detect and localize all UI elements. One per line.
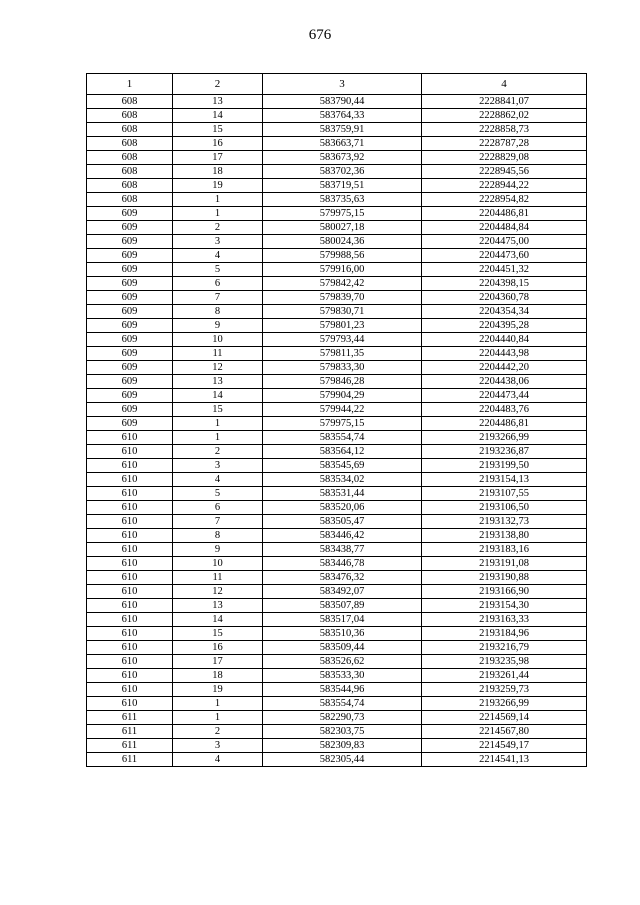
y-coordinate-cell: 2193235,98 bbox=[422, 655, 587, 669]
object-number-cell: 609 bbox=[87, 291, 173, 305]
object-number-cell: 610 bbox=[87, 641, 173, 655]
y-coordinate-cell: 2228944,22 bbox=[422, 179, 587, 193]
x-coordinate-cell: 582290,73 bbox=[263, 711, 422, 725]
y-coordinate-cell: 2204473,60 bbox=[422, 249, 587, 263]
object-number-cell: 610 bbox=[87, 501, 173, 515]
x-coordinate-cell: 583531,44 bbox=[263, 487, 422, 501]
y-coordinate-cell: 2204354,34 bbox=[422, 305, 587, 319]
object-number-cell: 609 bbox=[87, 361, 173, 375]
coordinates-table bbox=[86, 73, 587, 767]
object-number-cell: 611 bbox=[87, 739, 173, 753]
point-number-cell: 17 bbox=[173, 655, 263, 669]
table-row bbox=[87, 445, 587, 459]
object-number-cell: 609 bbox=[87, 277, 173, 291]
object-number-cell: 610 bbox=[87, 529, 173, 543]
x-coordinate-cell: 583663,71 bbox=[263, 137, 422, 151]
y-coordinate-cell: 2204395,28 bbox=[422, 319, 587, 333]
y-coordinate-cell: 2193132,73 bbox=[422, 515, 587, 529]
point-number-cell: 5 bbox=[173, 487, 263, 501]
x-coordinate-cell: 582309,83 bbox=[263, 739, 422, 753]
x-coordinate-cell: 583446,42 bbox=[263, 529, 422, 543]
object-number-cell: 609 bbox=[87, 235, 173, 249]
x-coordinate-cell: 583702,36 bbox=[263, 165, 422, 179]
y-coordinate-cell: 2193166,90 bbox=[422, 585, 587, 599]
y-coordinate-cell: 2214569,14 bbox=[422, 711, 587, 725]
y-coordinate-cell: 2193138,80 bbox=[422, 529, 587, 543]
x-coordinate-cell: 583554,74 bbox=[263, 697, 422, 711]
point-number-cell: 6 bbox=[173, 277, 263, 291]
table-row bbox=[87, 739, 587, 753]
object-number-cell: 610 bbox=[87, 627, 173, 641]
x-coordinate-cell: 579988,56 bbox=[263, 249, 422, 263]
x-coordinate-cell: 583510,36 bbox=[263, 627, 422, 641]
x-coordinate-cell: 582305,44 bbox=[263, 753, 422, 767]
point-number-cell: 4 bbox=[173, 473, 263, 487]
object-number-cell: 608 bbox=[87, 193, 173, 207]
x-coordinate-cell: 583719,51 bbox=[263, 179, 422, 193]
point-number-cell: 15 bbox=[173, 627, 263, 641]
table-row bbox=[87, 375, 587, 389]
table-row bbox=[87, 459, 587, 473]
table-row bbox=[87, 613, 587, 627]
point-number-cell: 6 bbox=[173, 501, 263, 515]
table-row bbox=[87, 207, 587, 221]
point-number-cell: 4 bbox=[173, 753, 263, 767]
table-row bbox=[87, 515, 587, 529]
table-row bbox=[87, 627, 587, 641]
column-header-4: 4 bbox=[422, 74, 587, 95]
object-number-cell: 608 bbox=[87, 95, 173, 109]
table-row bbox=[87, 319, 587, 333]
y-coordinate-cell: 2228945,56 bbox=[422, 165, 587, 179]
point-number-cell: 10 bbox=[173, 333, 263, 347]
y-coordinate-cell: 2193107,55 bbox=[422, 487, 587, 501]
x-coordinate-cell: 583534,02 bbox=[263, 473, 422, 487]
point-number-cell: 3 bbox=[173, 459, 263, 473]
x-coordinate-cell: 583520,06 bbox=[263, 501, 422, 515]
point-number-cell: 13 bbox=[173, 599, 263, 613]
point-number-cell: 4 bbox=[173, 249, 263, 263]
y-coordinate-cell: 2228862,02 bbox=[422, 109, 587, 123]
object-number-cell: 610 bbox=[87, 585, 173, 599]
object-number-cell: 608 bbox=[87, 151, 173, 165]
x-coordinate-cell: 579842,42 bbox=[263, 277, 422, 291]
point-number-cell: 2 bbox=[173, 725, 263, 739]
y-coordinate-cell: 2204360,78 bbox=[422, 291, 587, 305]
x-coordinate-cell: 583492,07 bbox=[263, 585, 422, 599]
object-number-cell: 609 bbox=[87, 305, 173, 319]
y-coordinate-cell: 2193266,99 bbox=[422, 431, 587, 445]
x-coordinate-cell: 583673,92 bbox=[263, 151, 422, 165]
object-number-cell: 610 bbox=[87, 543, 173, 557]
y-coordinate-cell: 2204473,44 bbox=[422, 389, 587, 403]
point-number-cell: 1 bbox=[173, 711, 263, 725]
x-coordinate-cell: 583517,04 bbox=[263, 613, 422, 627]
x-coordinate-cell: 582303,75 bbox=[263, 725, 422, 739]
point-number-cell: 12 bbox=[173, 585, 263, 599]
y-coordinate-cell: 2204442,20 bbox=[422, 361, 587, 375]
point-number-cell: 9 bbox=[173, 319, 263, 333]
point-number-cell: 3 bbox=[173, 235, 263, 249]
y-coordinate-cell: 2204484,84 bbox=[422, 221, 587, 235]
x-coordinate-cell: 579811,35 bbox=[263, 347, 422, 361]
point-number-cell: 3 bbox=[173, 739, 263, 753]
y-coordinate-cell: 2204451,32 bbox=[422, 263, 587, 277]
x-coordinate-cell: 579975,15 bbox=[263, 207, 422, 221]
object-number-cell: 609 bbox=[87, 263, 173, 277]
point-number-cell: 13 bbox=[173, 375, 263, 389]
y-coordinate-cell: 2193154,30 bbox=[422, 599, 587, 613]
y-coordinate-cell: 2214541,13 bbox=[422, 753, 587, 767]
point-number-cell: 16 bbox=[173, 137, 263, 151]
object-number-cell: 610 bbox=[87, 445, 173, 459]
y-coordinate-cell: 2228841,07 bbox=[422, 95, 587, 109]
table-row bbox=[87, 249, 587, 263]
object-number-cell: 608 bbox=[87, 109, 173, 123]
table-row bbox=[87, 165, 587, 179]
y-coordinate-cell: 2204483,76 bbox=[422, 403, 587, 417]
table-row bbox=[87, 151, 587, 165]
table-row bbox=[87, 333, 587, 347]
x-coordinate-cell: 583533,30 bbox=[263, 669, 422, 683]
object-number-cell: 610 bbox=[87, 487, 173, 501]
x-coordinate-cell: 580027,18 bbox=[263, 221, 422, 235]
point-number-cell: 7 bbox=[173, 515, 263, 529]
object-number-cell: 611 bbox=[87, 753, 173, 767]
y-coordinate-cell: 2193184,96 bbox=[422, 627, 587, 641]
y-coordinate-cell: 2193259,73 bbox=[422, 683, 587, 697]
x-coordinate-cell: 583545,69 bbox=[263, 459, 422, 473]
object-number-cell: 609 bbox=[87, 375, 173, 389]
table-row bbox=[87, 263, 587, 277]
y-coordinate-cell: 2193236,87 bbox=[422, 445, 587, 459]
point-number-cell: 2 bbox=[173, 445, 263, 459]
object-number-cell: 610 bbox=[87, 473, 173, 487]
x-coordinate-cell: 583790,44 bbox=[263, 95, 422, 109]
x-coordinate-cell: 583438,77 bbox=[263, 543, 422, 557]
x-coordinate-cell: 579830,71 bbox=[263, 305, 422, 319]
x-coordinate-cell: 579904,29 bbox=[263, 389, 422, 403]
x-coordinate-cell: 583764,33 bbox=[263, 109, 422, 123]
x-coordinate-cell: 579793,44 bbox=[263, 333, 422, 347]
object-number-cell: 610 bbox=[87, 613, 173, 627]
table-row bbox=[87, 711, 587, 725]
y-coordinate-cell: 2193163,33 bbox=[422, 613, 587, 627]
point-number-cell: 2 bbox=[173, 221, 263, 235]
object-number-cell: 610 bbox=[87, 655, 173, 669]
table-row bbox=[87, 403, 587, 417]
table-row bbox=[87, 725, 587, 739]
table-row bbox=[87, 571, 587, 585]
object-number-cell: 610 bbox=[87, 599, 173, 613]
object-number-cell: 610 bbox=[87, 669, 173, 683]
object-number-cell: 609 bbox=[87, 249, 173, 263]
object-number-cell: 609 bbox=[87, 403, 173, 417]
column-header-2: 2 bbox=[173, 74, 263, 95]
object-number-cell: 609 bbox=[87, 347, 173, 361]
object-number-cell: 609 bbox=[87, 389, 173, 403]
point-number-cell: 14 bbox=[173, 389, 263, 403]
table-row bbox=[87, 389, 587, 403]
x-coordinate-cell: 583526,62 bbox=[263, 655, 422, 669]
point-number-cell: 15 bbox=[173, 403, 263, 417]
y-coordinate-cell: 2193191,08 bbox=[422, 557, 587, 571]
y-coordinate-cell: 2193190,88 bbox=[422, 571, 587, 585]
object-number-cell: 609 bbox=[87, 417, 173, 431]
x-coordinate-cell: 583544,96 bbox=[263, 683, 422, 697]
x-coordinate-cell: 579975,15 bbox=[263, 417, 422, 431]
x-coordinate-cell: 579846,28 bbox=[263, 375, 422, 389]
table-row bbox=[87, 417, 587, 431]
x-coordinate-cell: 580024,36 bbox=[263, 235, 422, 249]
object-number-cell: 611 bbox=[87, 725, 173, 739]
table-row bbox=[87, 669, 587, 683]
object-number-cell: 610 bbox=[87, 697, 173, 711]
table-row bbox=[87, 277, 587, 291]
x-coordinate-cell: 583507,89 bbox=[263, 599, 422, 613]
x-coordinate-cell: 579801,23 bbox=[263, 319, 422, 333]
object-number-cell: 610 bbox=[87, 459, 173, 473]
object-number-cell: 608 bbox=[87, 137, 173, 151]
table-row bbox=[87, 305, 587, 319]
x-coordinate-cell: 583564,12 bbox=[263, 445, 422, 459]
point-number-cell: 1 bbox=[173, 697, 263, 711]
table-row bbox=[87, 501, 587, 515]
x-coordinate-cell: 583554,74 bbox=[263, 431, 422, 445]
y-coordinate-cell: 2204398,15 bbox=[422, 277, 587, 291]
table-row bbox=[87, 109, 587, 123]
point-number-cell: 12 bbox=[173, 361, 263, 375]
point-number-cell: 14 bbox=[173, 613, 263, 627]
table-row bbox=[87, 543, 587, 557]
y-coordinate-cell: 2204440,84 bbox=[422, 333, 587, 347]
y-coordinate-cell: 2228829,08 bbox=[422, 151, 587, 165]
y-coordinate-cell: 2204475,00 bbox=[422, 235, 587, 249]
object-number-cell: 610 bbox=[87, 557, 173, 571]
table-row bbox=[87, 179, 587, 193]
table-row bbox=[87, 529, 587, 543]
point-number-cell: 18 bbox=[173, 165, 263, 179]
object-number-cell: 609 bbox=[87, 207, 173, 221]
x-coordinate-cell: 579833,30 bbox=[263, 361, 422, 375]
y-coordinate-cell: 2228858,73 bbox=[422, 123, 587, 137]
table-row bbox=[87, 193, 587, 207]
table-row bbox=[87, 585, 587, 599]
table-row bbox=[87, 235, 587, 249]
x-coordinate-cell: 583476,32 bbox=[263, 571, 422, 585]
x-coordinate-cell: 583505,47 bbox=[263, 515, 422, 529]
x-coordinate-cell: 583509,44 bbox=[263, 641, 422, 655]
y-coordinate-cell: 2193154,13 bbox=[422, 473, 587, 487]
y-coordinate-cell: 2228787,28 bbox=[422, 137, 587, 151]
object-number-cell: 610 bbox=[87, 683, 173, 697]
point-number-cell: 13 bbox=[173, 95, 263, 109]
object-number-cell: 608 bbox=[87, 165, 173, 179]
y-coordinate-cell: 2214567,80 bbox=[422, 725, 587, 739]
point-number-cell: 17 bbox=[173, 151, 263, 165]
y-coordinate-cell: 2193106,50 bbox=[422, 501, 587, 515]
object-number-cell: 610 bbox=[87, 571, 173, 585]
point-number-cell: 1 bbox=[173, 193, 263, 207]
object-number-cell: 609 bbox=[87, 319, 173, 333]
x-coordinate-cell: 579944,22 bbox=[263, 403, 422, 417]
y-coordinate-cell: 2214549,17 bbox=[422, 739, 587, 753]
y-coordinate-cell: 2193216,79 bbox=[422, 641, 587, 655]
table-row bbox=[87, 655, 587, 669]
y-coordinate-cell: 2204486,81 bbox=[422, 207, 587, 221]
object-number-cell: 611 bbox=[87, 711, 173, 725]
table-row bbox=[87, 599, 587, 613]
point-number-cell: 18 bbox=[173, 669, 263, 683]
y-coordinate-cell: 2193266,99 bbox=[422, 697, 587, 711]
table-row bbox=[87, 137, 587, 151]
y-coordinate-cell: 2204486,81 bbox=[422, 417, 587, 431]
point-number-cell: 1 bbox=[173, 207, 263, 221]
table-row bbox=[87, 473, 587, 487]
object-number-cell: 610 bbox=[87, 431, 173, 445]
table-header bbox=[87, 74, 587, 95]
object-number-cell: 608 bbox=[87, 179, 173, 193]
table-row bbox=[87, 221, 587, 235]
table-row bbox=[87, 697, 587, 711]
point-number-cell: 9 bbox=[173, 543, 263, 557]
header-row bbox=[87, 74, 587, 95]
point-number-cell: 19 bbox=[173, 683, 263, 697]
point-number-cell: 15 bbox=[173, 123, 263, 137]
column-header-1: 1 bbox=[87, 74, 173, 95]
point-number-cell: 11 bbox=[173, 347, 263, 361]
x-coordinate-cell: 583735,63 bbox=[263, 193, 422, 207]
point-number-cell: 5 bbox=[173, 263, 263, 277]
object-number-cell: 608 bbox=[87, 123, 173, 137]
point-number-cell: 19 bbox=[173, 179, 263, 193]
table-row bbox=[87, 641, 587, 655]
table-row bbox=[87, 557, 587, 571]
point-number-cell: 1 bbox=[173, 417, 263, 431]
point-number-cell: 10 bbox=[173, 557, 263, 571]
point-number-cell: 14 bbox=[173, 109, 263, 123]
y-coordinate-cell: 2193183,16 bbox=[422, 543, 587, 557]
table-row bbox=[87, 95, 587, 109]
column-header-3: 3 bbox=[263, 74, 422, 95]
y-coordinate-cell: 2204443,98 bbox=[422, 347, 587, 361]
point-number-cell: 7 bbox=[173, 291, 263, 305]
x-coordinate-cell: 579916,00 bbox=[263, 263, 422, 277]
x-coordinate-cell: 579839,70 bbox=[263, 291, 422, 305]
page-number: 676 bbox=[308, 27, 332, 43]
y-coordinate-cell: 2228954,82 bbox=[422, 193, 587, 207]
point-number-cell: 8 bbox=[173, 305, 263, 319]
y-coordinate-cell: 2204438,06 bbox=[422, 375, 587, 389]
x-coordinate-cell: 583446,78 bbox=[263, 557, 422, 571]
point-number-cell: 16 bbox=[173, 641, 263, 655]
table-row bbox=[87, 487, 587, 501]
object-number-cell: 610 bbox=[87, 515, 173, 529]
table-row bbox=[87, 361, 587, 375]
table-row bbox=[87, 291, 587, 305]
table-row bbox=[87, 347, 587, 361]
table-row bbox=[87, 431, 587, 445]
table-body bbox=[87, 95, 587, 767]
point-number-cell: 11 bbox=[173, 571, 263, 585]
table-row bbox=[87, 753, 587, 767]
table-row bbox=[87, 683, 587, 697]
x-coordinate-cell: 583759,91 bbox=[263, 123, 422, 137]
object-number-cell: 609 bbox=[87, 221, 173, 235]
y-coordinate-cell: 2193199,50 bbox=[422, 459, 587, 473]
point-number-cell: 8 bbox=[173, 529, 263, 543]
object-number-cell: 609 bbox=[87, 333, 173, 347]
table-row bbox=[87, 123, 587, 137]
point-number-cell: 1 bbox=[173, 431, 263, 445]
y-coordinate-cell: 2193261,44 bbox=[422, 669, 587, 683]
